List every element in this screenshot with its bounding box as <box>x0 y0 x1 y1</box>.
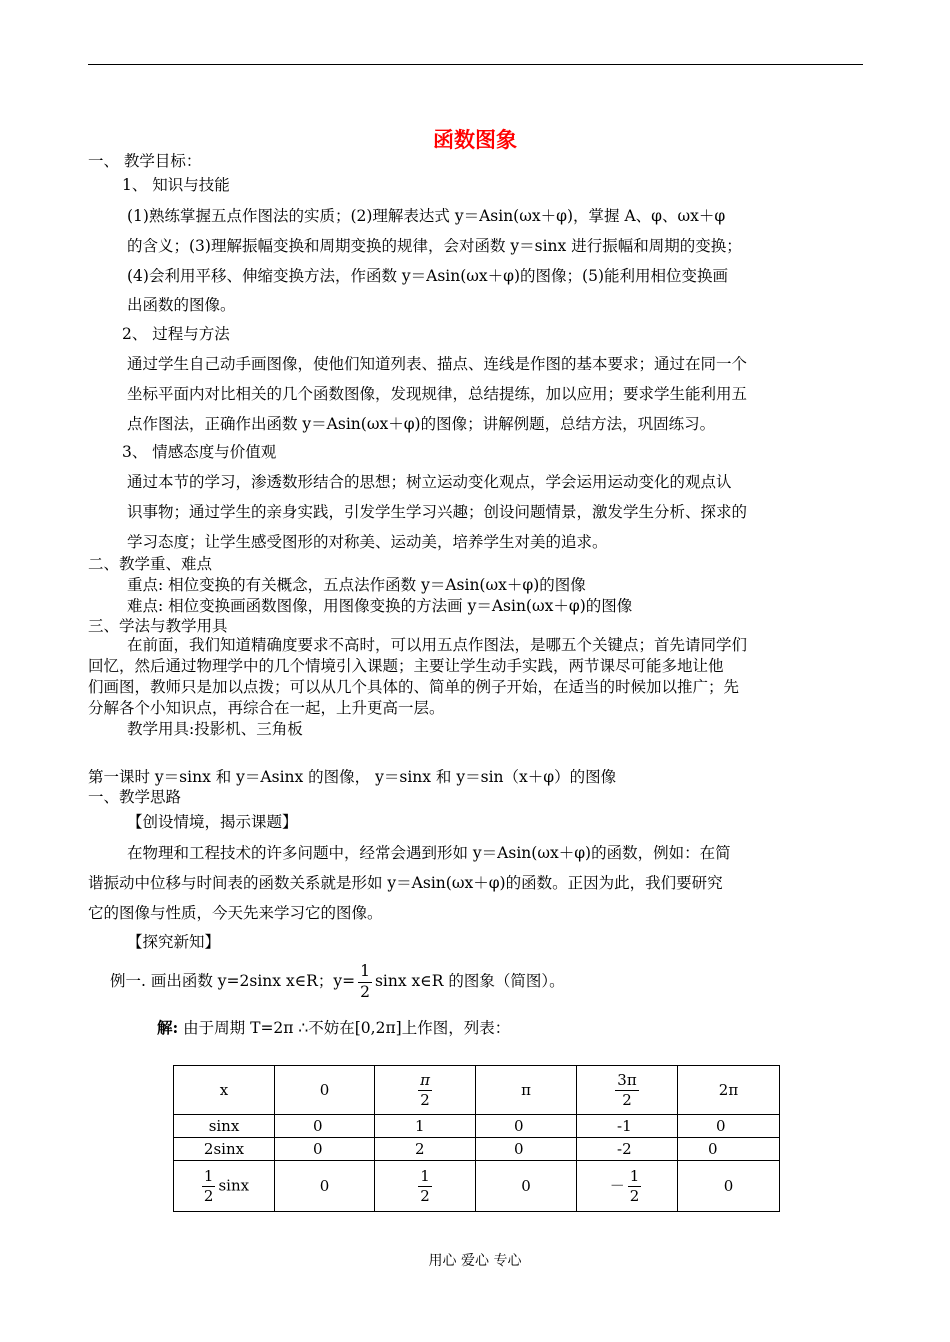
table-header-cell: π <box>476 1066 577 1115</box>
intro-line: 它的图像与性质，今天先来学习它的图像。 <box>88 904 383 922</box>
sub2-line: 坐标平面内对比相关的几个函数图像，发现规律，总结提练，加以应用；要求学生能利用五 <box>127 385 748 403</box>
methods-line: 分解各个小知识点，再综合在一起，上升更高一层。 <box>88 699 445 717</box>
table-row <box>174 1115 780 1138</box>
example-pre: 例一. 画出函数 y=2sinx x∈R；y= <box>110 972 356 990</box>
table-cell: 2 <box>375 1138 476 1161</box>
table-cell: 0 <box>275 1138 375 1161</box>
objectives-sub1: 1、 知识与技能 <box>122 176 230 194</box>
methods-heading: 三、学法与教学用具 <box>88 617 228 635</box>
row-label: $\frac{1}{2}$ sinx <box>174 1161 275 1212</box>
sub1-line: (1)熟练掌握五点作图法的实质；(2)理解表达式 y＝Asin(ωx＋φ)，掌握 A、φ、ωx＋φ <box>127 207 726 225</box>
table-cell: -2 <box>577 1138 678 1161</box>
sub1-line: 出函数的图像。 <box>127 296 236 314</box>
table-cell: $\frac{1}{2}$ <box>375 1161 476 1212</box>
table-header-cell: 0 <box>275 1066 375 1115</box>
values-table <box>173 1065 780 1212</box>
table-cell: 0 <box>476 1115 577 1138</box>
table-cell: 0 <box>275 1115 375 1138</box>
table-header-label: x <box>174 1066 275 1115</box>
objectives-sub3: 3、 情感态度与价值观 <box>122 443 277 461</box>
table-cell: -1 <box>577 1115 678 1138</box>
bracket-scenario: 【创设情境，揭示课题】 <box>127 813 298 831</box>
half-fraction: $\frac{1}{2}$ <box>360 962 370 1001</box>
example-post: sinx x∈R 的图象（简图）。 <box>374 972 565 990</box>
header-rule <box>88 64 863 65</box>
sub2-line: 通过学生自己动手画图像，使他们知道列表、描点、连线是作图的基本要求；通过在同一个 <box>127 355 748 373</box>
table-row <box>174 1161 780 1212</box>
table-header-cell: $\frac{\pi}{2}$ <box>375 1066 476 1115</box>
table-header-cell: 2π <box>678 1066 780 1115</box>
sub2-line: 点作图法，正确作出函数 y＝Asin(ωx＋φ)的图像；讲解例题，总结方法，巩固练习。 <box>127 415 716 433</box>
table-cell: 1 <box>375 1115 476 1138</box>
intro-line: 谐振动中位移与时间表的函数关系就是形如 y＝Asin(ωx＋φ)的函数。正因为此，我们要研究 <box>88 874 723 892</box>
table-cell: 0 <box>678 1138 780 1161</box>
sub3-line: 识事物；通过学生的亲身实践，引发学生学习兴趣；创设问题情景，激发学生分析、探求的 <box>127 503 748 521</box>
page-footer: 用心 爱心 专心 <box>428 1253 522 1269</box>
table-cell: － $\frac{1}{2}$ <box>577 1161 678 1212</box>
keypoint-focus: 重点: 相位变换的有关概念，五点法作函数 y＝Asin(ωx＋φ)的图像 <box>127 576 586 594</box>
objectives-heading: 一、 教学目标： <box>88 152 202 170</box>
table-row <box>174 1066 780 1115</box>
solution-line <box>157 1017 510 1039</box>
sub1-line: 的含义；(3)理解振幅变换和周期变换的规律，会对函数 y＝sinx 进行振幅和周期的变换； <box>127 237 742 255</box>
row-label: 2sinx <box>174 1138 275 1161</box>
methods-line: 回忆，然后通过物理学中的几个情境引入课题；主要让学生动手实践，两节课尽可能多地让他 <box>88 657 724 675</box>
sub3-line: 通过本节的学习，渗透数形结合的思想；树立运动变化观点，学会运用运动变化的观点认 <box>127 473 732 491</box>
solution-label: 解: <box>157 1018 179 1037</box>
table-cell: 0 <box>275 1161 375 1212</box>
bracket-explore: 【探究新知】 <box>127 933 221 951</box>
methods-line: 在前面，我们知道精确度要求不高时，可以用五点作图法，是哪五个关键点；首先请同学们 <box>127 636 748 654</box>
lesson-title: 第一课时 y＝sinx 和 y＝Asinx 的图像， y＝sinx 和 y＝sin（x＋φ）的图像 <box>88 768 617 786</box>
table-cell: 0 <box>476 1161 577 1212</box>
intro-line: 在物理和工程技术的许多问题中，经常会遇到形如 y＝Asin(ωx＋φ)的函数，例如：在简 <box>127 844 731 862</box>
methods-tools: 教学用具:投影机、三角板 <box>127 720 303 738</box>
row-label: sinx <box>174 1115 275 1138</box>
methods-line: 们画图，教师只是加以点拨；可以从几个具体的、简单的例子开始，在适当的时候加以推广；先 <box>88 678 740 696</box>
table-cell: 0 <box>678 1161 780 1212</box>
keypoints-heading: 二、教学重、难点 <box>88 555 213 573</box>
objectives-sub2: 2、 过程与方法 <box>122 325 230 343</box>
keypoint-difficulty: 难点: 相位变换画函数图像，用图像变换的方法画 y＝Asin(ωx＋φ)的图像 <box>127 597 633 615</box>
solution-text: 由于周期 T=2π ∴不妨在[0,2π]上作图，列表： <box>183 1019 511 1037</box>
table-cell: 0 <box>678 1115 780 1138</box>
table-cell: 0 <box>476 1138 577 1161</box>
table-header-cell: $\frac{3\pi}{2}$ <box>577 1066 678 1115</box>
sub3-line: 学习态度；让学生感受图形的对称美、运动美，培养学生对美的追求。 <box>127 533 608 551</box>
example-line <box>110 964 565 1000</box>
lesson-heading: 一、教学思路 <box>88 788 182 806</box>
table-row <box>174 1138 780 1161</box>
sub1-line: (4)会利用平移、伸缩变换方法，作函数 y＝Asin(ωx＋φ)的图像；(5)能利用相位变换画 <box>127 267 729 285</box>
page-title: 函数图象 <box>433 127 517 152</box>
